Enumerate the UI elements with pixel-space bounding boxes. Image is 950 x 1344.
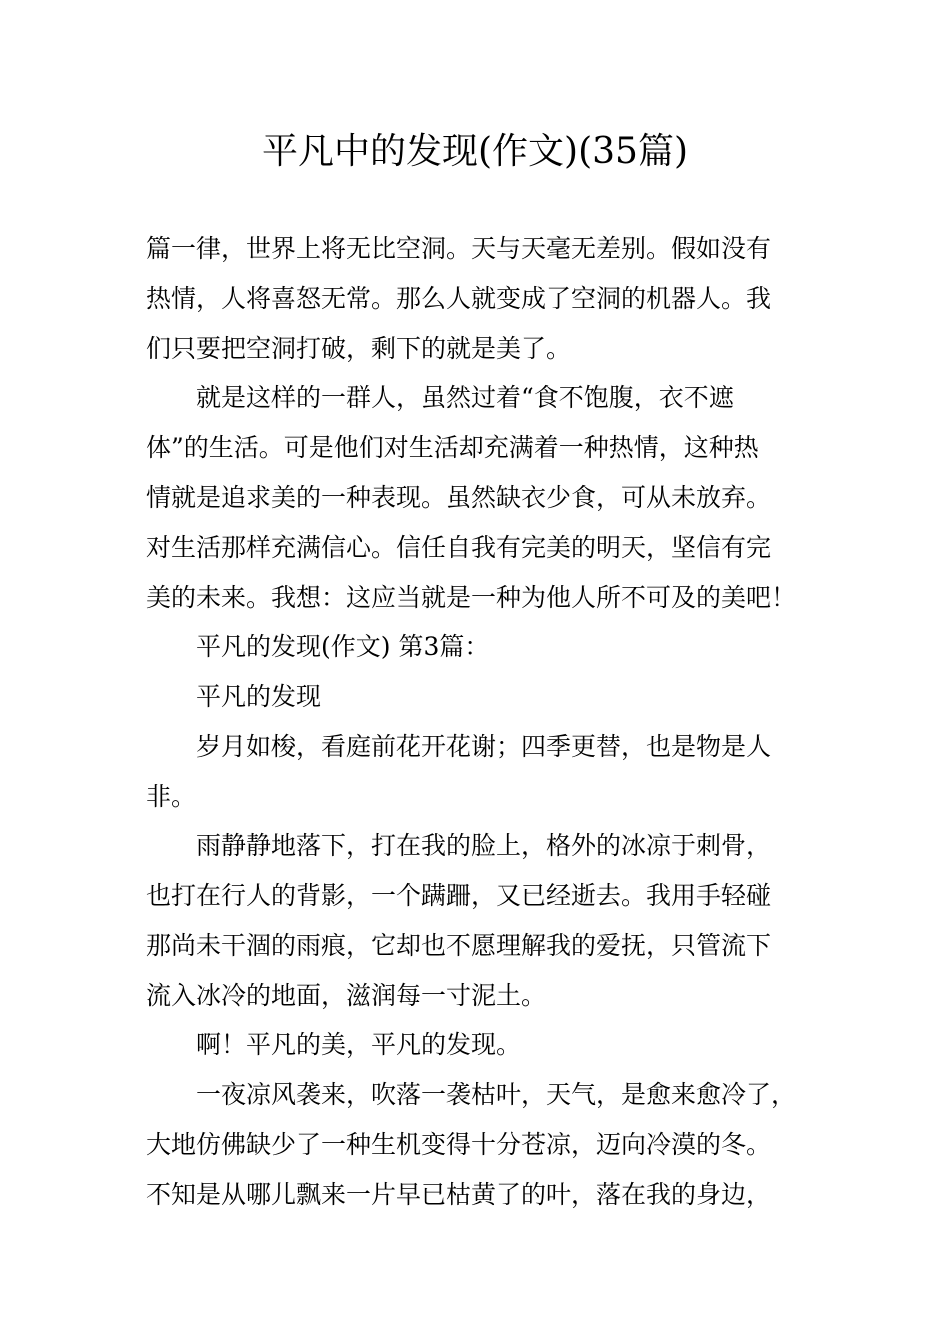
text-line: 对生活那样充满信心。信任自我有完美的明天，坚信有完 [146, 533, 772, 562]
text-line: 们只要把空洞打破，剩下的就是美了。 [146, 334, 572, 363]
text-line: 热情，人将喜怒无常。那么人就变成了空洞的机器人。我 [146, 284, 772, 313]
text-line: 情就是追求美的一种表现。虽然缺衣少食，可从未放弃。 [146, 483, 772, 512]
text-line: 雨静静地落下，打在我的脸上，格外的冰凉于刺骨， [196, 831, 772, 860]
section-heading: 平凡的发现(作文) 第3篇： [196, 632, 490, 661]
text-line: 不知是从哪儿飘来一片早已枯黄了的叶，落在我的身边， [146, 1180, 772, 1209]
text-line: 篇一律，世界上将无比空洞。天与天毫无差别。假如没有 [146, 234, 772, 263]
text-line: 美的未来。我想：这应当就是一种为他人所不可及的美吧！ [146, 583, 797, 612]
text-line: 就是这样的一群人，虽然过着“食不饱腹，衣不遮 [196, 383, 734, 412]
section-subtitle: 平凡的发现 [196, 682, 322, 711]
text-line: 啊！平凡的美，平凡的发现。 [196, 1030, 522, 1059]
text-line: 体”的生活。可是他们对生活却充满着一种热情，这种热 [146, 433, 759, 462]
text-line: 大地仿佛缺少了一种生机变得十分苍凉，迈向冷漠的冬。 [146, 1130, 772, 1159]
text-line: 一夜凉风袭来，吹落一袭枯叶，天气，是愈来愈冷了， [196, 1080, 797, 1109]
document-title: 平凡中的发现(作文)(35篇) [262, 131, 688, 172]
text-line: 流入冰冷的地面，滋润每一寸泥土。 [146, 981, 547, 1010]
text-line: 那尚未干涸的雨痕，它却也不愿理解我的爱抚，只管流下 [146, 931, 772, 960]
text-line: 非。 [146, 782, 197, 811]
text-line: 岁月如梭，看庭前花开花谢；四季更替，也是物是人 [196, 732, 772, 761]
text-line: 也打在行人的背影，一个蹒跚，又已经逝去。我用手轻碰 [146, 881, 772, 910]
